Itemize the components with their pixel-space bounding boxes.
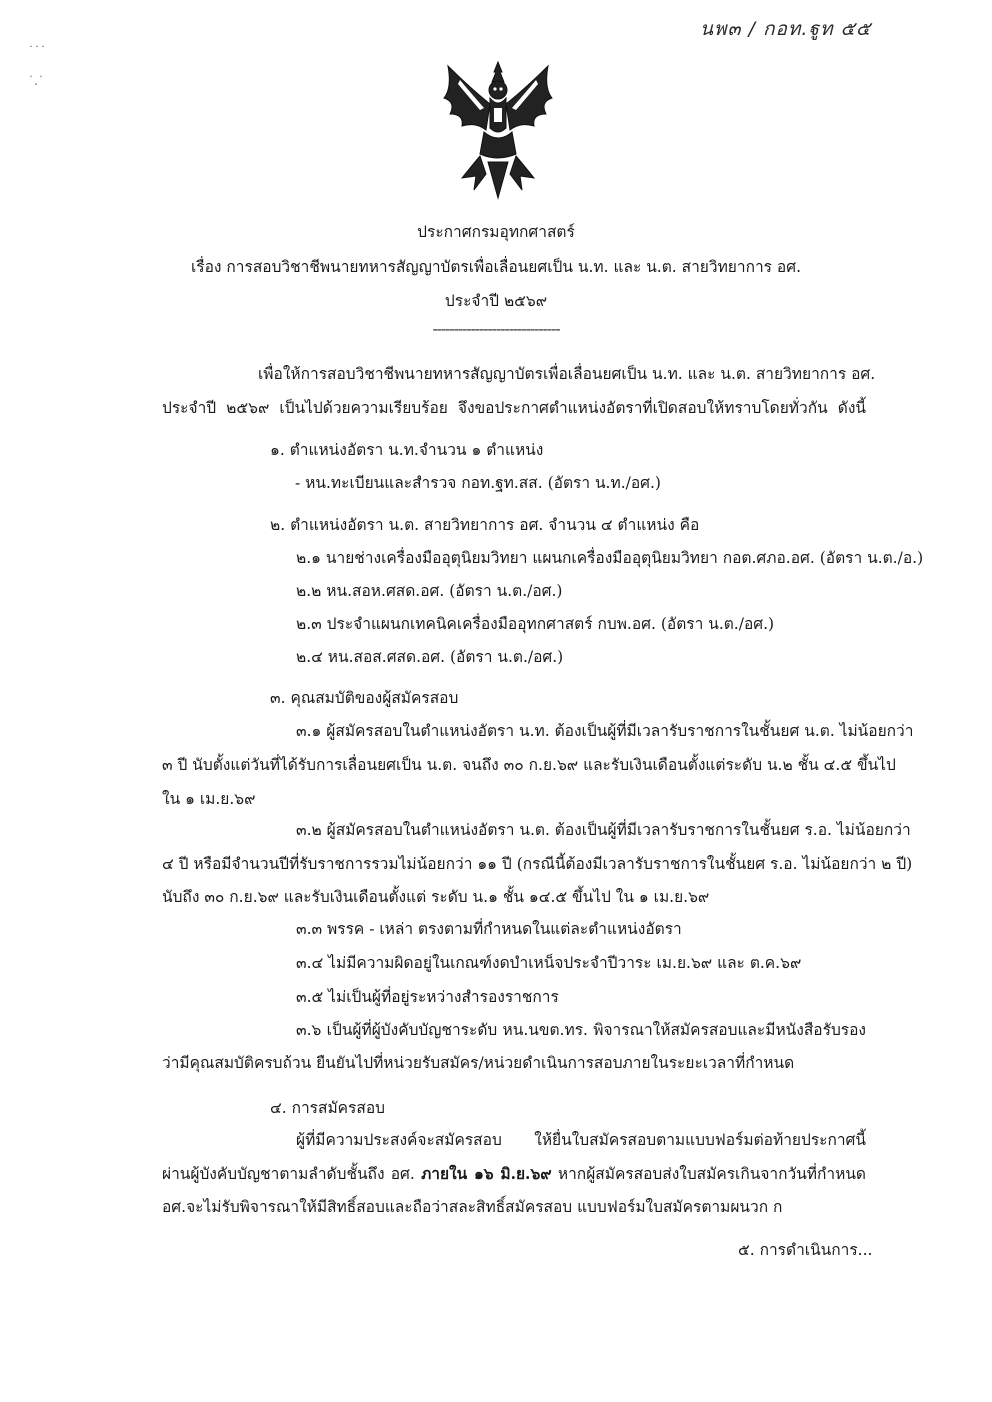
section-3-1-line-2: ๓ ปี นับตั้งแต่วันที่ได้รับการเลื่อนยศเป็น น.ต. จนถึง ๓๐ ก.ย.๖๙ และรับเงินเดือนตั้งแต่ระดับ น.๒ ชั้น ๔.๕ ขึ้นไป: [162, 756, 896, 774]
section-1-item: - หน.ทะเบียนและสำรวจ กอท.ฐท.สส. (อัตรา น.ท./อศ.): [295, 474, 661, 492]
section-3-6-line-2: ว่ามีคุณสมบัติครบถ้วน ยืนยันไปที่หน่วยรับสมัคร/หน่วยดำเนินการสอบภายในระยะเวลาที่กำหนด: [162, 1054, 795, 1072]
announcement-title: ประกาศกรมอุทกศาสตร์: [417, 223, 575, 241]
section-3-2-line-1: ๓.๒ ผู้สมัครสอบในตำแหน่งอัตรา น.ต. ต้องเป็นผู้ที่มีเวลารับราชการในชั้นยศ ร.อ. ไม่น้อยกว่า: [296, 821, 911, 839]
section-3-6-line-1: ๓.๖ เป็นผู้ที่ผู้บังคับบัญชาระดับ หน.นขต.ทร. พิจารณาให้สมัครสอบและมีหนังสือรับรอง: [296, 1021, 866, 1039]
section-2-item-3: ๒.๓ ประจำแผนกเทคนิคเครื่องมืออุทกศาสตร์ กบพ.อศ. (อัตรา น.ต./อศ.): [296, 615, 775, 633]
announcement-year: ประจำปี ๒๕๖๙: [444, 292, 548, 310]
section-2-item-2: ๒.๒ หน.สอห.ศสด.อศ. (อัตรา น.ต./อศ.): [296, 582, 563, 600]
application-deadline: ภายใน ๑๖ มิ.ย.๖๙: [421, 1164, 552, 1183]
section-4-line-2-start: ผ่านผู้บังคับบัญชาตามลำดับชั้นถึง อศ.: [162, 1165, 422, 1183]
section-4-line-2-end: หากผู้สมัครสอบส่งใบสมัครเกินจากวันที่กำหนด: [551, 1165, 866, 1183]
section-2-item-1: ๒.๑ นายช่างเครื่องมืออุตุนิยมวิทยา แผนกเครื่องมืออุตุนิยมวิทยา กอต.ศภอ.อศ. (อัตรา น.ต./อ.): [296, 549, 924, 567]
section-4-line-1: ผู้ที่มีความประสงค์จะสมัครสอบ ให้ยื่นใบสมัครสอบตามแบบฟอร์มต่อท้ายประกาศนี้: [296, 1131, 866, 1149]
section-3-4: ๓.๔ ไม่มีความผิดอยู่ในเกณฑ์งดบำเหน็จประจำปีวาระ เม.ย.๖๙ และ ต.ค.๖๙: [296, 954, 802, 972]
garuda-emblem-icon: [440, 58, 556, 200]
section-3-heading: ๓. คุณสมบัติของผู้สมัครสอบ: [270, 689, 459, 707]
section-4-line-3: อศ.จะไม่รับพิจารณาให้มีสิทธิ์สอบและถือว่าสละสิทธิ์สมัครสอบ แบบฟอร์มใบสมัครตามผนวก ก: [162, 1198, 783, 1216]
handwritten-reference: นพ๓ / กอท.ฐูท ๕๕: [700, 18, 872, 40]
announcement-subject: เรื่อง การสอบวิชาชีพนายทหารสัญญาบัตรเพื่อเลื่อนยศเป็น น.ท. และ น.ต. สายวิทยาการ อศ.: [190, 258, 802, 276]
section-3-3: ๓.๓ พรรค - เหล่า ตรงตามที่กำหนดในแต่ละตำแหน่งอัตรา: [296, 920, 682, 938]
section-3-5: ๓.๕ ไม่เป็นผู้ที่อยู่ระหว่างสำรองราชการ: [296, 988, 559, 1006]
intro-line-1: เพื่อให้การสอบวิชาชีพนายทหารสัญญาบัตรเพื่อเลื่อนยศเป็น น.ท. และ น.ต. สายวิทยาการ อศ.: [258, 365, 876, 383]
section-3-2-line-2: ๔ ปี หรือมีจำนวนปีที่รับราชการรวมไม่น้อยกว่า ๑๑ ปี (กรณีนี้ต้องมีเวลารับราชการในชั้นยศ ร.อ. ไม่น้อยกว่า ๒ ปี): [162, 855, 913, 873]
section-4-line-2: [162, 1163, 866, 1185]
scan-specks: ˙˙˙ ˙.˙: [28, 44, 46, 88]
continuation-marker: ๕. การดำเนินการ...: [738, 1241, 873, 1259]
section-3-2-line-3: นับถึง ๓๐ ก.ย.๖๙ และรับเงินเดือนตั้งแต่ ระดับ น.๑ ชั้น ๑๔.๕ ขึ้นไป ใน ๑ เม.ย.๖๙: [162, 888, 710, 906]
title-divider: ------------------------------: [432, 320, 560, 338]
section-2-heading: ๒. ตำแหน่งอัตรา น.ต. สายวิทยาการ อศ. จำนวน ๔ ตำแหน่ง คือ: [270, 516, 700, 534]
intro-line-2: ประจำปี ๒๕๖๙ เป็นไปด้วยความเรียบร้อย จึงขอประกาศตำแหน่งอัตราที่เปิดสอบให้ทราบโดยทั่วกัน ดังนี้: [162, 399, 866, 417]
section-3-1-line-3: ใน ๑ เม.ย.๖๙: [162, 790, 256, 808]
section-4-heading: ๔. การสมัครสอบ: [270, 1099, 385, 1117]
section-3-1-line-1: ๓.๑ ผู้สมัครสอบในตำแหน่งอัตรา น.ท. ต้องเป็นผู้ที่มีเวลารับราชการในชั้นยศ น.ต. ไม่น้อยกว่า: [296, 722, 914, 740]
section-2-item-4: ๒.๔ หน.สอส.ศสด.อศ. (อัตรา น.ต./อศ.): [296, 648, 564, 666]
section-1-heading: ๑. ตำแหน่งอัตรา น.ท.จำนวน ๑ ตำแหน่ง: [270, 441, 544, 459]
